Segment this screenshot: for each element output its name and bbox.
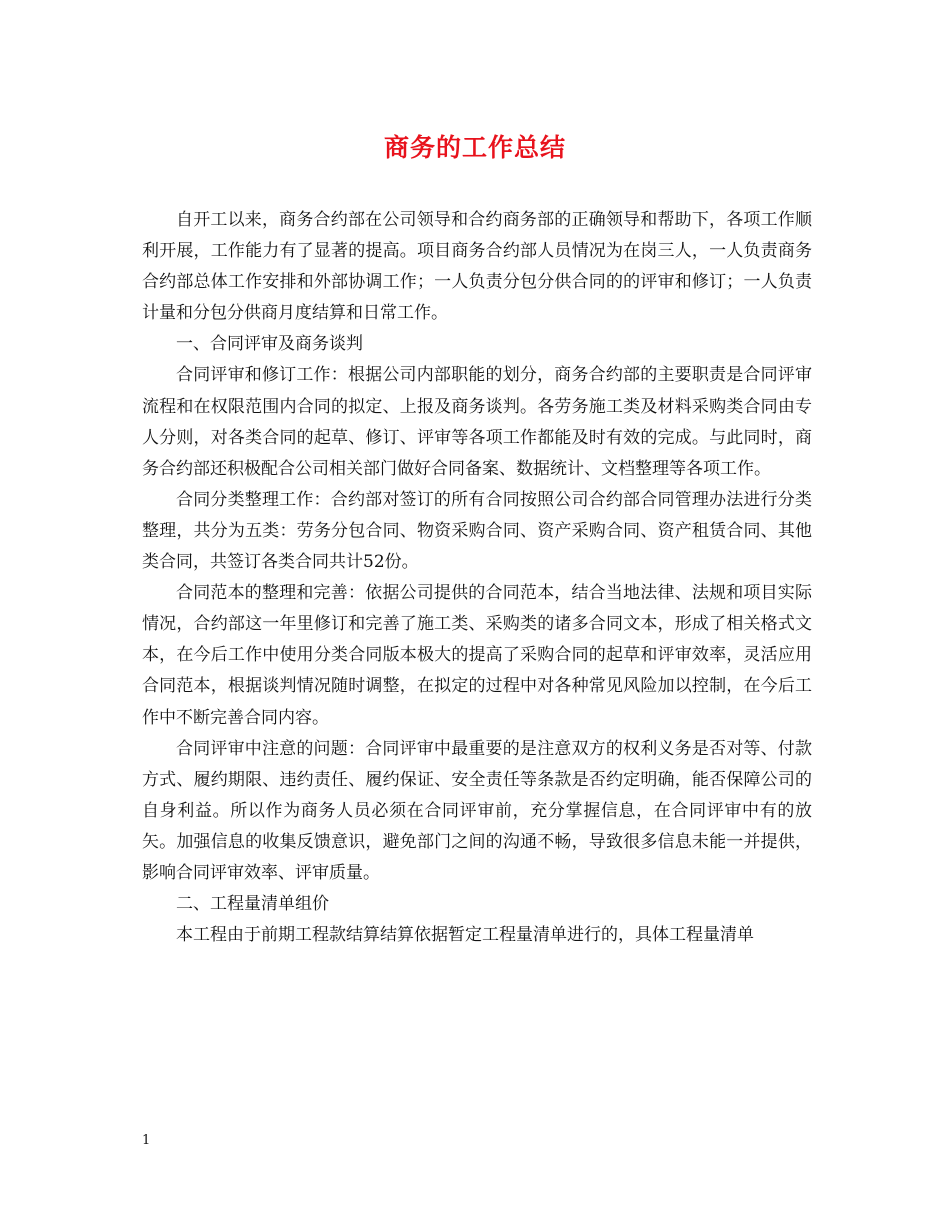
paragraph-review-issues: 合同评审中注意的问题：合同评审中最重要的是注意双方的权利义务是否对等、付款方式、履约期限、违约责任、履约保证、安全责任等条款是否约定明确，能否保障公司的自身利益。所以作为商务人员必须在合同评审前，充分掌握信息，在合同评审中有的放矢。加强信息的收集反馈意识，避免部门之间的沟通不畅，导致很多信息未能一并提供，影响合同评审效率、评审质量。 [142, 738, 812, 883]
section-heading-1: 一、合同评审及商务谈判 [176, 334, 363, 355]
paragraph-intro: 自开工以来，商务合约部在公司领导和合约商务部的正确领导和帮助下，各项工作顺利开展，工作能力有了显著的提高。项目商务合约部人员情况为在岗三人，一人负责商务合约部总体工作安排和外部协调工作；一人负责分包分供合同的的评审和修订；一人负责计量和分包分供商月度结算和日常工作。 [142, 210, 812, 324]
document-body [142, 205, 812, 951]
paragraph-bill-of-quantities: 本工程由于前期工程款结算结算依据暂定工程量清单进行的，具体工程量清单 [176, 925, 754, 946]
section-heading-2: 二、工程量清单组价 [176, 894, 329, 915]
paragraph-contract-review: 合同评审和修订工作：根据公司内部职能的划分，商务合约部的主要职责是合同评审流程和在权限范围内合同的拟定、上报及商务谈判。各劳务施工类及材料采购类合同由专人分则，对各类合同的起草、修订、评审等各项工作都能及时有效的完成。与此同时，商务合约部还积极配合公司相关部门做好合同备案、数据统计、文档整理等各项工作。 [142, 365, 812, 479]
paragraph-contract-classification: 合同分类整理工作：合约部对签订的所有合同按照公司合约部合同管理办法进行分类整理，共分为五类：劳务分包合同、物资采购合同、资产采购合同、资产租赁合同、其他类合同，共签订各类合同共计52份。 [142, 489, 812, 573]
document-title: 商务的工作总结 [383, 133, 566, 162]
paragraph-contract-templates: 合同范本的整理和完善：依据公司提供的合同范本，结合当地法律、法规和项目实际情况，合约部这一年里修订和完善了施工类、采购类的诸多合同文本，形成了相关格式文本，在今后工作中使用分类合同版本极大的提高了采购合同的起草和评审效率，灵活应用合同范本，根据谈判情况随时调整，在拟定的过程中对各种常见风险加以控制，在今后工作中不断完善合同内容。 [142, 583, 812, 728]
page-number: 1 [142, 1133, 151, 1148]
